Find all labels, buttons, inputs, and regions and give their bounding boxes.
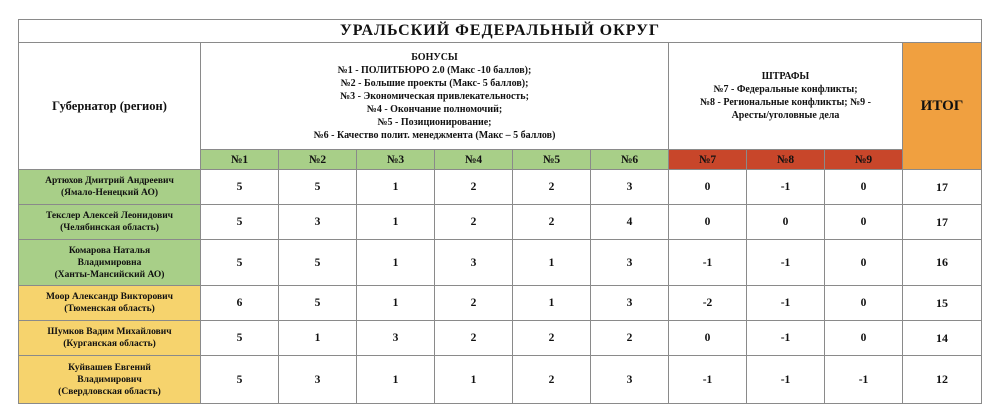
score-cell: 2 (591, 321, 669, 356)
score-cell: 2 (435, 170, 513, 205)
rating-table (18, 19, 982, 404)
bonus-column-header: №2 (279, 150, 357, 170)
score-cell: 2 (513, 356, 591, 404)
governor-name: Куйвашев Евгений (68, 362, 151, 373)
total-cell: 17 (903, 170, 982, 205)
table-row (19, 356, 982, 404)
bonus-column-header: №6 (591, 150, 669, 170)
score-cell: 4 (591, 205, 669, 240)
score-cell: 1 (513, 286, 591, 321)
score-cell: -2 (669, 286, 747, 321)
score-cell: 6 (201, 286, 279, 321)
score-cell: 0 (669, 170, 747, 205)
fine-legend-line: №7 - Федеральные конфликты; (713, 84, 858, 95)
fine-column-header: №9 (825, 150, 903, 170)
score-cell: 1 (357, 356, 435, 404)
governor-name-cell (19, 205, 201, 240)
score-cell: 3 (435, 240, 513, 286)
total-cell: 14 (903, 321, 982, 356)
score-cell: 1 (435, 356, 513, 404)
score-cell: 0 (825, 321, 903, 356)
bonus-column-header: №1 (201, 150, 279, 170)
score-cell: 0 (825, 205, 903, 240)
table-title: УРАЛЬСКИЙ ФЕДЕРАЛЬНЫЙ ОКРУГ (19, 20, 982, 43)
score-cell: 0 (669, 205, 747, 240)
score-cell: -1 (747, 286, 825, 321)
score-cell: 5 (201, 240, 279, 286)
score-cell: 3 (591, 356, 669, 404)
governor-name: Комарова Наталья (68, 245, 151, 256)
table-row (19, 286, 982, 321)
governor-name-cell (19, 356, 201, 404)
score-cell: 1 (357, 240, 435, 286)
score-cell: 0 (825, 170, 903, 205)
governor-region: (Курганская область) (63, 339, 156, 349)
total-column-header: ИТОГ (903, 43, 982, 170)
fine-legend (669, 43, 903, 150)
fine-legend-line: №8 - Региональные конфликты; №9 - (700, 97, 871, 108)
score-cell: 3 (591, 240, 669, 286)
score-cell: 0 (825, 240, 903, 286)
bonus-legend (201, 43, 669, 150)
score-cell: 5 (201, 356, 279, 404)
score-cell: -1 (669, 356, 747, 404)
governor-name-cell (19, 240, 201, 286)
score-cell: 0 (669, 321, 747, 356)
score-cell: 5 (279, 286, 357, 321)
table-row (19, 321, 982, 356)
bonus-column-header: №3 (357, 150, 435, 170)
bonus-legend-line: БОНУСЫ (411, 51, 458, 63)
score-cell: 1 (357, 205, 435, 240)
governor-region: (Челябинская область) (60, 223, 159, 233)
score-cell: 5 (279, 170, 357, 205)
bonus-column-header: №4 (435, 150, 513, 170)
score-cell: 1 (513, 240, 591, 286)
bonus-legend-line: №3 - Экономическая привлекательность; (340, 90, 529, 102)
score-cell: 2 (435, 205, 513, 240)
score-cell: 3 (591, 286, 669, 321)
governor-region: (Тюменская область) (64, 304, 155, 314)
total-cell: 12 (903, 356, 982, 404)
score-cell: 5 (201, 170, 279, 205)
governor-name: Артюхов Дмитрий Андреевич (45, 176, 174, 186)
governor-region: (Ямало-Ненецкий АО) (60, 188, 158, 198)
table-row (19, 170, 982, 205)
governor-name-cell (19, 321, 201, 356)
governor-name: Моор Александр Викторович (46, 292, 173, 302)
bonus-legend-line: №2 - Большие проекты (Макс- 5 баллов); (340, 77, 529, 89)
score-cell: 2 (513, 205, 591, 240)
score-cell: 5 (201, 321, 279, 356)
governor-column-header: Губернатор (регион) (19, 43, 201, 170)
table-row (19, 240, 982, 286)
total-cell: 16 (903, 240, 982, 286)
bonus-legend-line: №5 - Позиционирование; (377, 116, 492, 128)
score-cell: 0 (825, 286, 903, 321)
score-cell: -1 (747, 240, 825, 286)
score-cell: 1 (279, 321, 357, 356)
total-cell: 15 (903, 286, 982, 321)
score-cell: -1 (747, 321, 825, 356)
governor-name: Владимирович (77, 374, 142, 385)
governor-name-cell (19, 286, 201, 321)
score-cell: 2 (435, 321, 513, 356)
governor-region: (Свердловская область) (58, 386, 161, 397)
bonus-legend-line: №6 - Качество полит. менеджмента (Макс – 5 баллов) (313, 129, 556, 141)
score-cell: 5 (201, 205, 279, 240)
bonus-column-header: №5 (513, 150, 591, 170)
bonus-legend-line: №4 - Окончание полномочий; (366, 103, 503, 115)
score-cell: 3 (591, 170, 669, 205)
total-cell: 17 (903, 205, 982, 240)
score-cell: 2 (513, 321, 591, 356)
score-cell: 2 (513, 170, 591, 205)
fine-legend-line: ШТРАФЫ (761, 71, 810, 82)
score-cell: 3 (279, 356, 357, 404)
score-cell: -1 (747, 170, 825, 205)
score-cell: 3 (357, 321, 435, 356)
score-cell: 1 (357, 170, 435, 205)
governor-region: (Ханты-Мансийский АО) (54, 269, 165, 280)
score-cell: 0 (747, 205, 825, 240)
score-cell: 5 (279, 240, 357, 286)
score-cell: -1 (669, 240, 747, 286)
governor-name: Шумков Вадим Михайлович (47, 327, 172, 337)
score-cell: -1 (825, 356, 903, 404)
score-cell: 1 (357, 286, 435, 321)
fine-column-header: №7 (669, 150, 747, 170)
governor-name-cell (19, 170, 201, 205)
score-cell: 3 (279, 205, 357, 240)
score-cell: -1 (747, 356, 825, 404)
table-row (19, 205, 982, 240)
score-cell: 2 (435, 286, 513, 321)
fine-column-header: №8 (747, 150, 825, 170)
governor-name: Владимировна (77, 257, 142, 268)
fine-legend-line: Аресты/уголовные дела (731, 110, 840, 121)
bonus-legend-line: №1 - ПОЛИТБЮРО 2.0 (Макс -10 баллов); (337, 64, 532, 76)
governor-name: Текслер Алексей Леонидович (45, 211, 174, 221)
